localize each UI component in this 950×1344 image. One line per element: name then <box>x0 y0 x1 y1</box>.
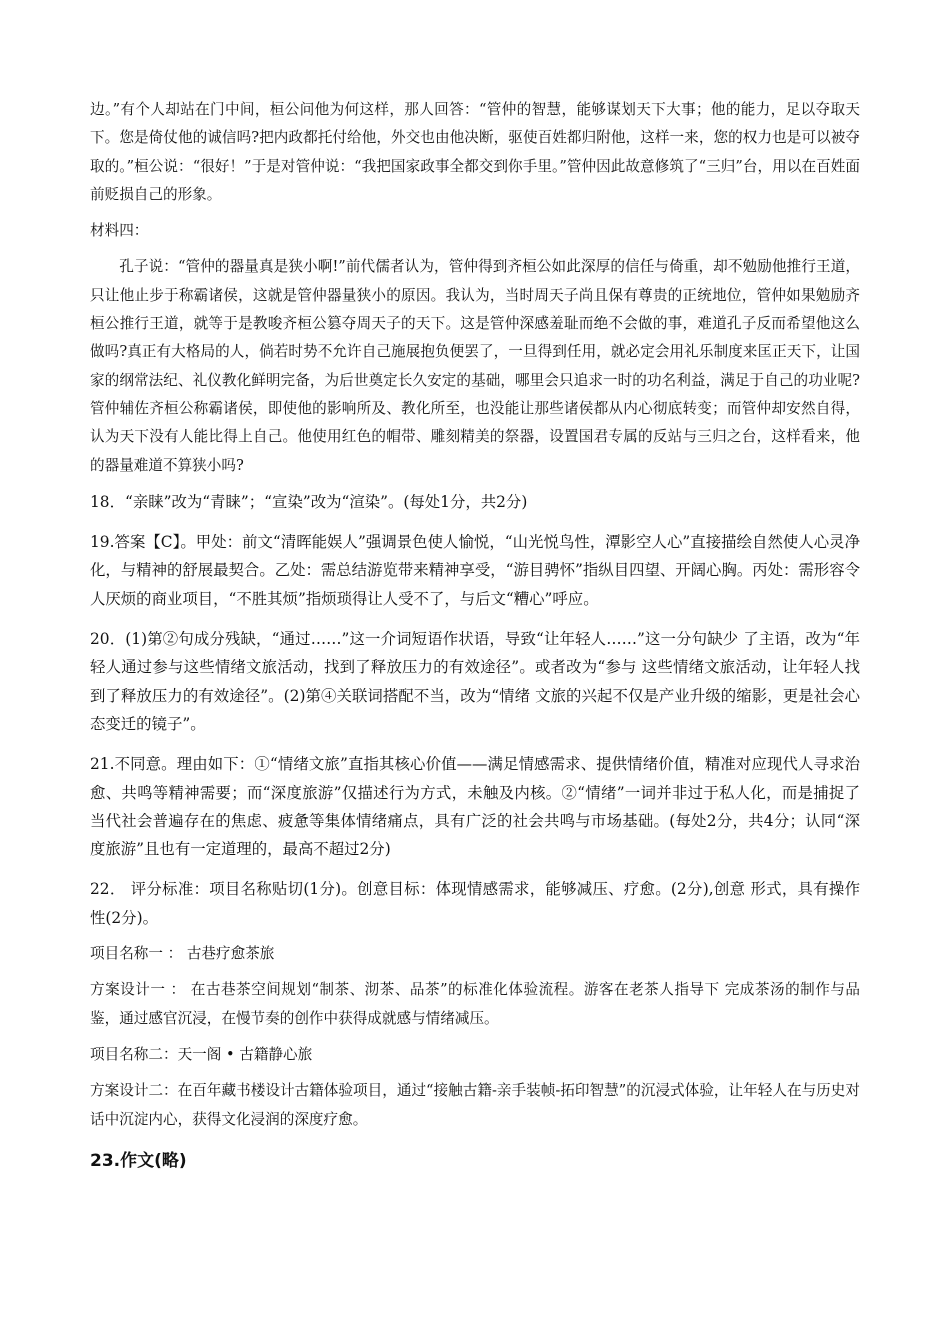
material3-continuation: 边。”有个人却站在门中间，桓公问他为何这样，那人回答：“管仲的智慧，能够谋划天下大事；他的能力，足以夺取天下。您是倚仗他的诚信吗?把内政都托付给他，外交也由他决断，驱使百姓都归附他，这样一来，您的权力也是可以被夺取的。”桓公说：“很好！”于是对管仲说：“我把国家政事全都交到你手里。”管仲因此故意修筑了“三归”台，用以在百姓面前贬损自己的形象。 <box>90 101 860 203</box>
answer-22: 22． 评分标准：项目名称贴切(1分)。创意目标：体现情感需求，能够减压、疗愈。(2分),创意 形式，具有操作性(2分)。 <box>90 880 860 927</box>
project-design-1: 方案设计一 ： 在古巷茶空间规划“制茶、沏茶、品茶”的标准化体验流程。游客在老茶人指导下 完成茶汤的制作与品鉴，通过感官沉浸，在慢节奏的创作中获得成就感与情绪减压。 <box>90 981 860 1027</box>
project-name-2: 项目名称二：天一阁 • 古籍静心旅 <box>90 1045 313 1063</box>
project-name-1: 项目名称一 ： 古巷疗愈茶旅 <box>90 945 275 963</box>
project-design-2: 方案设计二：在百年藏书楼设计古籍体验项目，通过“接触古籍-亲手装帧-拓印智慧”的沉浸式体验，让年轻人在与历史对话中沉淀内心，获得文化浸润的深度疗愈。 <box>90 1082 860 1128</box>
answer-20: 20．(1)第②句成分残缺，“通过……”这一介词短语作状语，导致“让年轻人……”这一分句缺少 了主语，改为“年轻人通过参与这些情绪文旅活动，找到了释放压力的有效途径”。或者改为“参与 这些情绪文旅活动，让年轻人找到了释放压力的有效途径”。(2)第④关联词搭配不当，改为“情绪 文旅的兴起不仅是产业升级的缩影，更是社会心态变迁的镜子”。 <box>90 630 860 733</box>
material4-text: 孔子说：“管仲的器量真是狭小啊!”前代儒者认为，管仲得到齐桓公如此深厚的信任与倚重，却不勉励他推行王道，只让他止步于称霸诸侯，这就是管仲器量狭小的原因。我认为，当时周天子尚且保有尊贵的正统地位，管仲如果勉励齐桓公推行王道，就等于是教唆齐桓公篡夺周天子的天下。这是管仲深感羞耻而绝不会做的事，难道孔子反而希望他这么做吗?真正有大格局的人，倘若时势不允许自己施展抱负便罢了，一旦得到任用，就必定会用礼乐制度来匡正天下，让国家的纲常法纪、礼仪教化鲜明完备，为后世奠定长久安定的基础，哪里会只追求一时的功名利益，满足于自己的功业呢?管仲辅佐齐桓公称霸诸侯，即使他的影响所及、教化所至，也没能让那些诸侯都从内心彻底转变；而管仲却安然自得，认为天下没有人能比得上自己。他使用红色的帽带、雕刻精美的祭器，设置国君专属的反站与三归之台，这样看来，他的器量难道不算狭小吗? <box>90 258 860 474</box>
answer-21: 21.不同意。理由如下：①“情绪文旅”直指其核心价值——满足情感需求、提供情绪价值，精准对应现代人寻求治愈、共鸣等精神需要；而“深度旅游”仅描述行为方式，未触及内核。②“情绪”一词并非过于私人化，而是捕捉了当代社会普遍存在的焦虑、疲惫等集体情绪痛点，具有广泛的社会共鸣与市场基础。(每处2分，共4分；认同“深度旅游”且也有一定道理的，最高不超过2分) <box>90 755 860 859</box>
material4-title: 材料四： <box>90 222 149 240</box>
answer-23-heading: 23.作文(略) <box>90 1150 187 1171</box>
document-body <box>90 96 860 1174</box>
answer-19: 19.答案【C】。甲处：前文“清晖能娱人”强调景色使人愉悦，“山光悦鸟性，潭影空人心”直接描绘自然使人心灵净化，与精神的舒展最契合。乙处：需总结游览带来精神享受，“游目骋怀”指纵目四望、开阔心胸。丙处：需形容令人厌烦的商业项目，“不胜其烦”指烦琐得让人受不了，与后文“糟心”呼应。 <box>90 533 860 608</box>
answer-18: 18．“亲睐”改为“青睐”；“宣染”改为“渲染”。(每处1分，共2分) <box>90 492 528 511</box>
